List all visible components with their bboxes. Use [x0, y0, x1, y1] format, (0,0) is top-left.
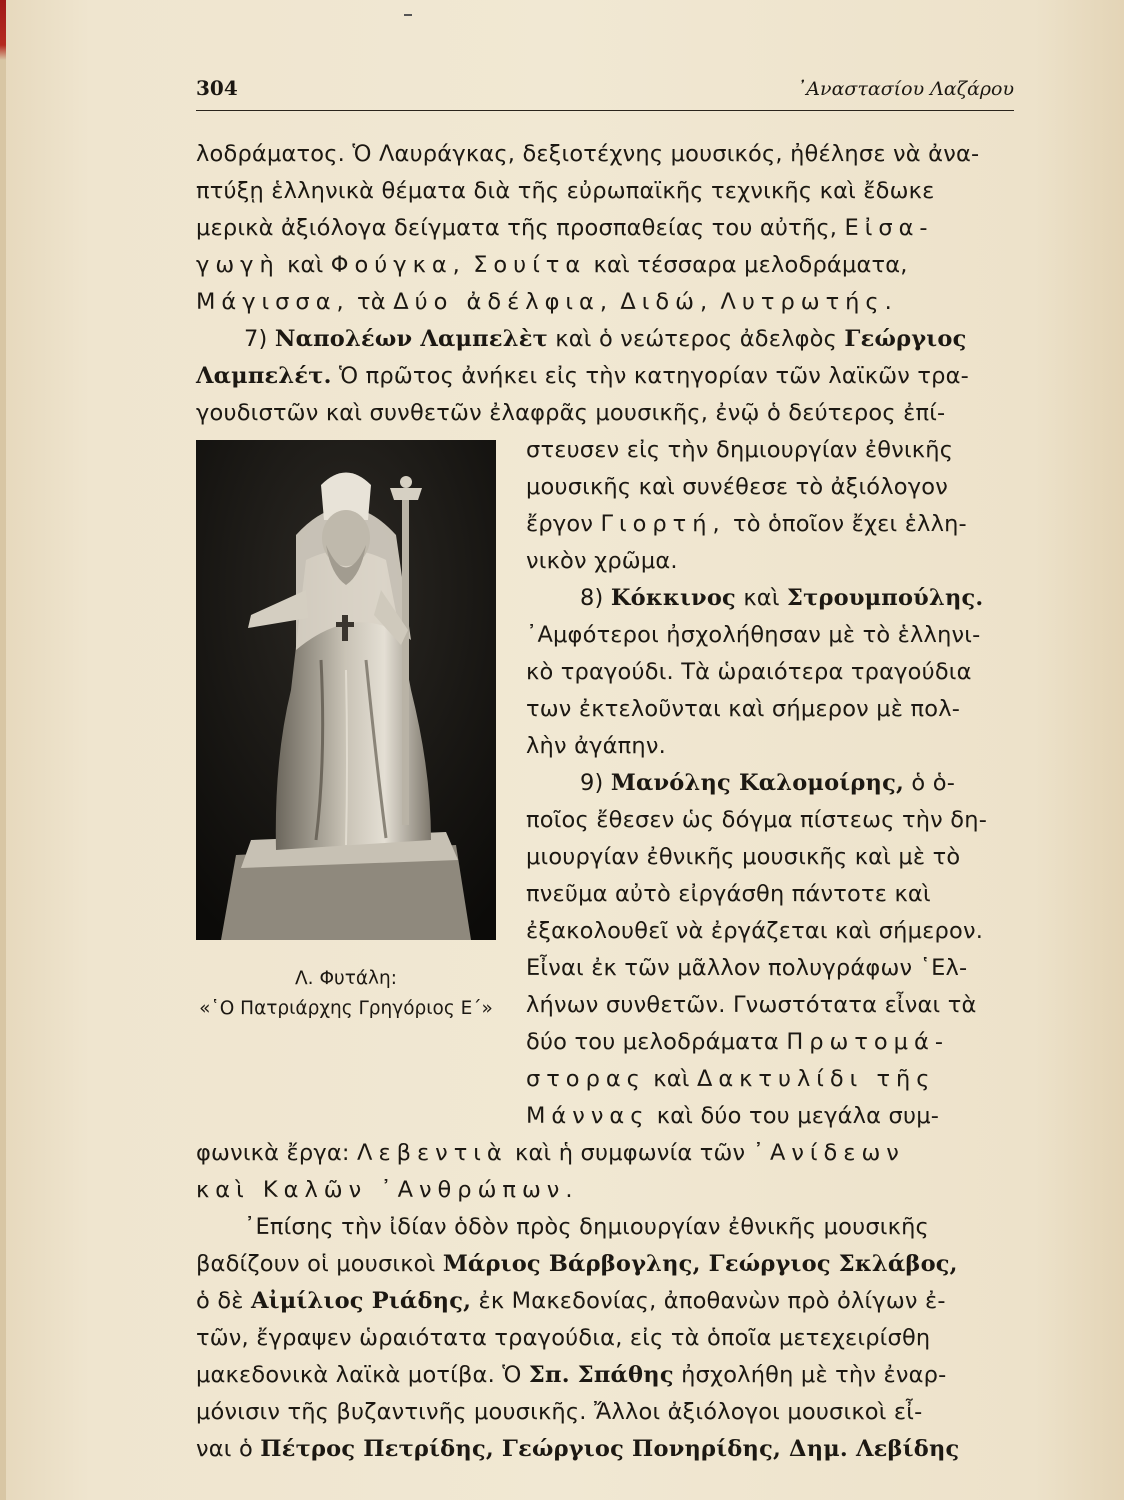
text-span: ἠσχολήθη μὲ τὴν ἐναρ- [681, 1362, 947, 1388]
text-line [526, 510, 967, 538]
text-span: Ὁ πρῶτος ἀνήκει εἰς τὴν κατηγορίαν τῶν λαϊκῶν τρα- [338, 363, 969, 389]
text-line [526, 1102, 939, 1130]
person-name: Ναπολέων Λαμπελὲτ [274, 326, 548, 352]
spaced-title: Μάγισσα, [196, 289, 350, 315]
text-line: στευσεν εἰς τὴν δημιουργίαν ἐθνικῆς [526, 437, 954, 463]
person-name: Μανόλης Καλομοίρης, [610, 770, 905, 796]
statue-photograph [196, 440, 496, 940]
text-line: Εἶναι ἐκ τῶν μᾶλλον πολυγράφων ῾Ελ- [526, 955, 968, 981]
spaced-title: Φούγκα, [330, 252, 466, 278]
text-line: μουσικῆς καὶ συνέθεσε τὸ ἀξιόλογον [526, 474, 948, 500]
spaced-title: Εἰσα- [844, 215, 934, 241]
text-span: καὶ [653, 1066, 690, 1092]
text-span: ὁ ὁ- [911, 770, 956, 796]
text-line: ᾿Επίσης τὴν ἰδίαν ὁδὸν πρὸς δημιουργίαν ἐθνικῆς μουσικῆς [244, 1214, 929, 1240]
text-line [580, 769, 955, 797]
text-line: πτύξῃ ἑλληνικὰ θέματα διὰ τῆς εὐρωπαϊκῆς τεχνικῆς καὶ ἔδωκε [196, 178, 935, 204]
item-number: 8) [580, 585, 604, 611]
text-line: ᾿Αμφότεροι ἠσχολήθησαν μὲ τὸ ἑλληνι- [526, 622, 981, 648]
text-line: μιουργίαν ἐθνικῆς μουσικῆς καὶ μὲ τὸ [526, 844, 961, 870]
spaced-title: Δακτυλίδι τῆς [696, 1066, 936, 1092]
spaced-title: Πρωτομά- [786, 1029, 949, 1055]
text-span: ἐκ Μακεδονίας, ἀποθανὼν πρὸ ὀλίγων ἐ- [478, 1288, 946, 1314]
text-span: καὶ [743, 585, 780, 611]
spaced-title: Μάννας [526, 1103, 650, 1129]
text-line: γουδιστῶν καὶ συνθετῶν ἐλαφρᾶς μουσικῆς, ἐνῷ ὁ δεύτερος ἐπί- [196, 400, 946, 426]
spaced-title: ᾿Ανίδεων [752, 1140, 905, 1166]
person-name: Μάριος Βάρβογλης, Γεώργιος Σκλάβος, [442, 1251, 958, 1277]
spaced-title: καὶ Καλῶν ᾿Ανθρώπων. [196, 1177, 579, 1203]
text-span: καὶ δύο του μεγάλα συμ- [656, 1103, 940, 1129]
text-line: νικὸν χρῶμα. [526, 548, 678, 574]
text-line [196, 1435, 959, 1463]
text-span: τὸ ὁποῖον ἔχει ἑλλη- [732, 511, 967, 537]
figure-caption-line: «῾Ο Πατριάρχης Γρηγόριος Ε΄» [199, 998, 493, 1019]
text-span: ὁ δὲ [196, 1288, 244, 1314]
text-line [196, 214, 934, 242]
item-number: 7) [244, 326, 268, 352]
text-line: κὸ τραγούδι. Τὰ ὡραιότερα τραγούδια [526, 659, 972, 685]
text-line: τῶν, ἔγραψεν ὡραιότατα τραγούδια, εἰς τὰ ὁποῖα μετεχειρίσθη [196, 1325, 931, 1351]
item-number: 9) [580, 770, 604, 796]
text-line [196, 1139, 905, 1167]
text-span: καὶ ἡ συμφωνία τῶν [515, 1140, 746, 1166]
text-line: λήνων συνθετῶν. Γνωστότατα εἶναι τὰ [526, 992, 977, 1018]
page-number: 304 [196, 76, 238, 100]
text-span: καὶ [287, 252, 324, 278]
text-span: βαδίζουν οἱ μουσικοὶ [196, 1251, 436, 1277]
text-line [244, 325, 966, 353]
person-name: Κόκκινος [610, 585, 736, 611]
text-line [196, 251, 908, 279]
person-name: Γεώργιος [844, 326, 967, 352]
text-line: μόνισιν τῆς βυζαντινῆς μουσικῆς. Ἄλλοι ἀξιόλογοι μουσικοὶ εἶ- [196, 1399, 923, 1425]
text-line [526, 1028, 949, 1056]
text-line: ἐξακολουθεῖ νὰ ἐργάζεται καὶ σήμερον. [526, 918, 984, 944]
text-span: καὶ τέσσαρα μελοδράματα, [593, 252, 908, 278]
text-span: ναι ὁ [196, 1436, 253, 1462]
statue-image [196, 440, 496, 940]
text-line [196, 1250, 958, 1278]
spaced-title: Λεβεντιὰ [357, 1140, 508, 1166]
text-span: καὶ ὁ νεώτερος ἀδελφὸς [555, 326, 838, 352]
person-name: Στρουμπούλης. [787, 585, 984, 611]
text-line [196, 1287, 946, 1315]
text-line [580, 584, 983, 612]
text-line [526, 1065, 935, 1093]
print-mark [404, 14, 412, 16]
text-span: μακεδονικὰ λαϊκὰ μοτίβα. Ὁ [196, 1362, 522, 1388]
text-line: πνεῦμα αὐτὸ εἰργάσθη πάντοτε καὶ [526, 881, 931, 907]
page-header [196, 74, 1014, 111]
figure-caption-line: Λ. Φυτάλη: [295, 968, 397, 989]
spaced-title: Λυτρωτής. [720, 289, 898, 315]
text-span: ἔργον [526, 511, 594, 537]
spaced-title: Σουίτα [473, 252, 587, 278]
text-span: μερικὰ ἀξιόλογα δείγματα τῆς προσπαθείας του αὐτῆς, [196, 215, 838, 241]
person-name: Αἰμίλιος Ριάδης, [251, 1288, 472, 1314]
spaced-title: Γιορτή, [600, 511, 726, 537]
page-edge [0, 0, 6, 1500]
running-head: ᾿Αναστασίου Λαζάρου [796, 78, 1014, 100]
person-name: Λαμπελέτ. [196, 363, 332, 389]
text-span: δύο του μελοδράματα [526, 1029, 779, 1055]
spaced-title: Διδώ, [620, 289, 714, 315]
spaced-title: στορας [526, 1066, 646, 1092]
text-line: λοδράματος. Ὁ Λαυράγκας, δεξιοτέχνης μουσικός, ἠθέλησε νὰ ἀνα- [196, 141, 980, 167]
text-line: λὴν ἀγάπην. [526, 733, 667, 759]
text-line [196, 1176, 579, 1204]
spaced-title: γωγὴ [196, 252, 280, 278]
text-span: φωνικὰ ἔργα: [196, 1140, 350, 1166]
person-name: Πέτρος Πετρίδης, Γεώργιος Πονηρίδης, Δημ. Λεβίδης [260, 1436, 960, 1462]
text-span: τὰ [357, 289, 386, 315]
text-line: ποῖος ἔθεσεν ὡς δόγμα πίστεως τὴν δη- [526, 807, 988, 833]
person-name: Σπ. Σπάθης [528, 1362, 674, 1388]
spaced-title: Δύο ἀδέλφια, [393, 289, 614, 315]
text-line [196, 1361, 946, 1389]
text-line: των ἐκτελοῦνται καὶ σήμερον μὲ πολ- [526, 696, 961, 722]
text-line [196, 362, 969, 390]
text-line [196, 288, 898, 316]
